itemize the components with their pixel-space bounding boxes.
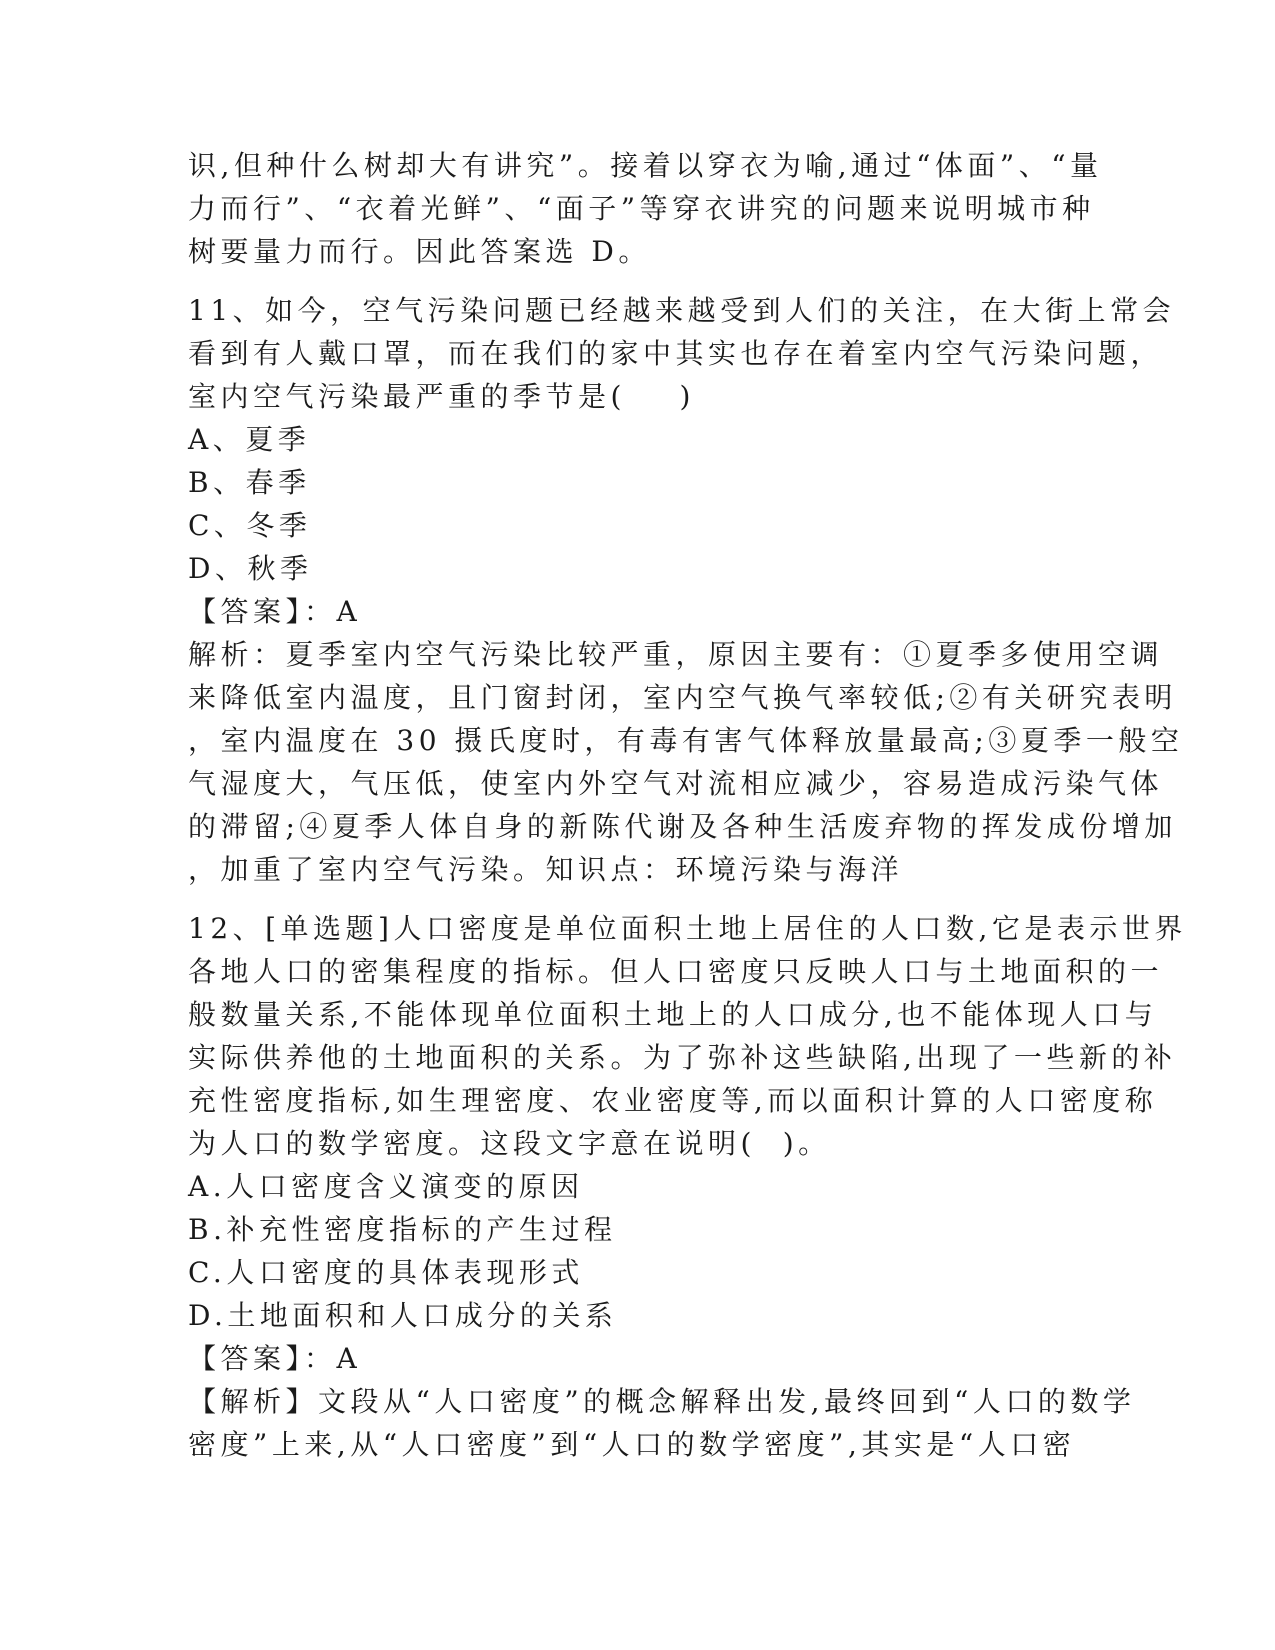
text-line: 树要量力而行。因此答案选 D。 <box>188 235 651 268</box>
explanation-line: 解析：夏季室内空气污染比较严重，原因主要有：①夏季多使用空调 <box>188 638 1164 671</box>
text-line: 识,但种什么树却大有讲究”。接着以穿衣为喻,通过“体面”、“量 <box>188 149 1103 182</box>
option-b: B、春季 <box>188 466 311 499</box>
answer-line: 【答案】：A <box>188 595 362 628</box>
question-stem-line: 11、如今，空气污染问题已经越来越受到人们的关注，在大街上常会 <box>188 294 1176 327</box>
explanation-line: 密度”上来,从“人口密度”到“人口的数学密度”,其实是“人口密 <box>188 1428 1076 1461</box>
question-12 <box>188 907 1187 1466</box>
question-stem-line: 室内空气污染最严重的季节是( ) <box>188 380 695 413</box>
question-11 <box>188 289 1184 891</box>
question-stem-line: 看到有人戴口罩，而在我们的家中其实也存在着室内空气污染问题， <box>188 337 1164 370</box>
option-b: B.补充性密度指标的产生过程 <box>188 1213 617 1246</box>
explanation-line: 的滞留;④夏季人体自身的新陈代谢及各种生活废弃物的挥发成份增加 <box>188 810 1177 843</box>
question-stem-line: 12、[单选题]人口密度是单位面积土地上居住的人口数,它是表示世界 <box>188 912 1187 945</box>
question-stem-line: 充性密度指标,如生理密度、农业密度等,而以面积计算的人口密度称 <box>188 1084 1158 1117</box>
option-d: D.土地面积和人口成分的关系 <box>188 1299 618 1332</box>
explanation-line: 气湿度大，气压低，使室内外空气对流相应减少，容易造成污染气体 <box>188 767 1164 800</box>
question-stem-line: 各地人口的密集程度的指标。但人口密度只反映人口与土地面积的一 <box>188 955 1164 988</box>
previous-explanation-continued <box>188 144 1103 273</box>
question-stem-line: 般数量关系,不能体现单位面积土地上的人口成分,也不能体现人口与 <box>188 998 1158 1031</box>
explanation-line: ，室内温度在 30 摄氏度时，有毒有害气体释放量最高;③夏季一般空 <box>188 724 1184 757</box>
option-a: A、夏季 <box>188 423 311 456</box>
answer-line: 【答案】：A <box>188 1342 362 1375</box>
question-stem-line: 实际供养他的土地面积的关系。为了弥补这些缺陷,出现了一些新的补 <box>188 1041 1177 1074</box>
paragraph-gap <box>188 891 1088 907</box>
page-content <box>188 144 1187 1466</box>
option-c: C、冬季 <box>188 509 312 542</box>
question-stem-line: 为人口的数学密度。这段文字意在说明( )。 <box>188 1127 831 1160</box>
option-a: A.人口密度含义演变的原因 <box>188 1170 584 1203</box>
option-c: C.人口密度的具体表现形式 <box>188 1256 584 1289</box>
explanation-line: ，加重了室内空气污染。知识点：环境污染与海洋 <box>188 853 904 886</box>
option-d: D、秋季 <box>188 552 313 585</box>
explanation-line: 来降低室内温度，且门窗封闭，室内空气换气率较低;②有关研究表明 <box>188 681 1177 714</box>
paragraph-gap <box>188 273 1088 289</box>
text-line: 力而行”、“衣着光鲜”、“面子”等穿衣讲究的问题来说明城市种 <box>188 192 1095 225</box>
explanation-line: 【解析】文段从“人口密度”的概念解释出发,最终回到“人口的数学 <box>188 1385 1136 1418</box>
